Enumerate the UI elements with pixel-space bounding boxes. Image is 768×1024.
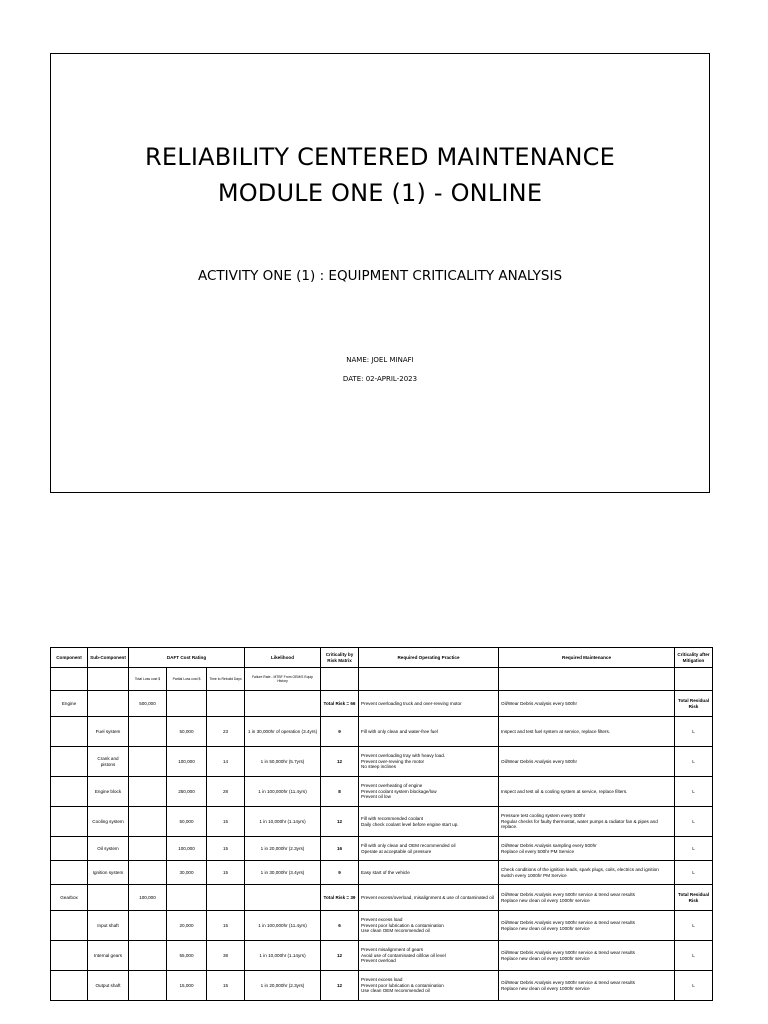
cell-sub-component: Internal gears bbox=[88, 941, 129, 971]
cell-rebuild-days: 15 bbox=[207, 837, 245, 861]
table-row bbox=[51, 747, 713, 777]
cell-criticality: 9 bbox=[321, 861, 359, 885]
table-row bbox=[51, 837, 713, 861]
cell-total-loss: 500,000 bbox=[129, 691, 167, 717]
cell-component bbox=[51, 747, 88, 777]
cell-maintenance: Oil/Wear Debris Analysis every 500hr service & trend wear results Replace new clean oil every 1000hr service bbox=[499, 885, 675, 911]
cell-likelihood: 1 in 20,000hr (2.3yrs) bbox=[245, 971, 321, 1001]
cell-maintenance: Pressure test cooling system every 500hr Regular checks for faulty thermostat, water pumps & radiator fan & pipes and replace. bbox=[499, 807, 675, 837]
cell-criticality: 8 bbox=[321, 777, 359, 807]
cell-partial-loss: 100,000 bbox=[167, 747, 207, 777]
subheader-row bbox=[51, 668, 713, 691]
cell-partial-loss: 30,000 bbox=[167, 861, 207, 885]
cell-sub-component: Fuel system bbox=[88, 717, 129, 747]
cell-rebuild-days: 15 bbox=[207, 971, 245, 1001]
cell-operating-practice: Fill with recommended coolant Daily check coolant level before engine start up. bbox=[359, 807, 499, 837]
header-after: Criticality after Mitigation bbox=[675, 648, 713, 668]
header-row bbox=[51, 648, 713, 668]
header-sub-component: Sub-Component bbox=[88, 648, 129, 668]
cell-sub-component: Oil system bbox=[88, 837, 129, 861]
header-maintenance: Required Maintenance bbox=[499, 648, 675, 668]
cell-likelihood: 1 in 100,000hr (11.4yrs) bbox=[245, 911, 321, 941]
header-practice: Required Operating Practice bbox=[359, 648, 499, 668]
cell-maintenance: Oil/Wear Debris Analysis every 500hr service & trend wear results Replace new clean oil every 1000hr service bbox=[499, 941, 675, 971]
cell-operating-practice: Prevent excess/overload, misalignment & use of contaminated oil bbox=[359, 885, 499, 911]
cell-component bbox=[51, 837, 88, 861]
cell-component: Engine bbox=[51, 691, 88, 717]
table-row bbox=[51, 911, 713, 941]
cell-total-loss bbox=[129, 747, 167, 777]
cell-total-loss bbox=[129, 911, 167, 941]
cell-criticality-after: L bbox=[675, 911, 713, 941]
cell-likelihood: 1 in 100,000hr (11.4yrs) bbox=[245, 777, 321, 807]
cell-criticality: 16 bbox=[321, 837, 359, 861]
table-row bbox=[51, 941, 713, 971]
cell-likelihood: 1 in 10,000hr (1.14yrs) bbox=[245, 941, 321, 971]
cell-partial-loss: 100,000 bbox=[167, 837, 207, 861]
cell-criticality-after: Total Residual Risk bbox=[675, 691, 713, 717]
cell-partial-loss: 250,000 bbox=[167, 777, 207, 807]
table-row bbox=[51, 971, 713, 1001]
cell-maintenance: Oil/Wear Debris Analysis every 500hr service & trend wear results Replace new clean oil every 1000hr service bbox=[499, 971, 675, 1001]
table-row bbox=[51, 717, 713, 747]
cell-sub-component: Output shaft bbox=[88, 971, 129, 1001]
header-criticality: Criticality by Risk Matrix bbox=[321, 648, 359, 668]
header-likelihood: Likelihood bbox=[245, 648, 321, 668]
cell-criticality-after: L bbox=[675, 777, 713, 807]
cell-likelihood: 1 in 50,000hr (5.7yrs) bbox=[245, 747, 321, 777]
cell-component bbox=[51, 777, 88, 807]
cell-component bbox=[51, 971, 88, 1001]
table-row bbox=[51, 885, 713, 911]
cell-criticality-after: L bbox=[675, 717, 713, 747]
cell-criticality-after: L bbox=[675, 941, 713, 971]
cell-criticality: 12 bbox=[321, 747, 359, 777]
cell-criticality: Total Risk = 39 bbox=[321, 885, 359, 911]
cell-maintenance: Inspect and test oil & cooling system at service, replace filters. bbox=[499, 777, 675, 807]
cell-sub-component: Input shaft bbox=[88, 911, 129, 941]
cell-maintenance: Oil/Wear Debris Analysis every 500hr bbox=[499, 691, 675, 717]
document-date: DATE: 02-APRIL-2023 bbox=[342, 375, 418, 383]
document-subtitle: MODULE ONE (1) - ONLINE bbox=[217, 179, 543, 207]
cell-operating-practice: Fill with only clean and water-free fuel bbox=[359, 717, 499, 747]
cell-total-loss bbox=[129, 717, 167, 747]
cell-sub-component bbox=[88, 885, 129, 911]
cell-total-loss bbox=[129, 807, 167, 837]
criticality-table bbox=[50, 647, 713, 1001]
subheader-total-loss: Total Loss cost $ bbox=[129, 668, 167, 691]
cell-component: Gearbox bbox=[51, 885, 88, 911]
cell-partial-loss: 55,000 bbox=[167, 941, 207, 971]
cell-likelihood bbox=[245, 885, 321, 911]
cell-criticality: 6 bbox=[321, 911, 359, 941]
cell-operating-practice: Easy start of the vehicle bbox=[359, 861, 499, 885]
cell-operating-practice: Prevent excess load Prevent poor lubrication & contamination Use clean OEM recommended oil bbox=[359, 911, 499, 941]
cell-partial-loss bbox=[167, 885, 207, 911]
cell-total-loss bbox=[129, 941, 167, 971]
table-row bbox=[51, 777, 713, 807]
cell-rebuild-days: 28 bbox=[207, 777, 245, 807]
table-row bbox=[51, 861, 713, 885]
cell-sub-component: Crank and pistons bbox=[88, 747, 129, 777]
activity-heading: ACTIVITY ONE (1) : EQUIPMENT CRITICALITY ANALYSIS bbox=[197, 268, 563, 284]
cell-criticality: 12 bbox=[321, 971, 359, 1001]
cell-likelihood: 1 in 10,000hr (1.14yrs) bbox=[245, 807, 321, 837]
table-row bbox=[51, 691, 713, 717]
cell-criticality-after: L bbox=[675, 861, 713, 885]
cell-criticality: 12 bbox=[321, 807, 359, 837]
cell-component bbox=[51, 911, 88, 941]
cell-operating-practice: Prevent overloading truck and over-revving motor bbox=[359, 691, 499, 717]
cell-maintenance: Check conditions of the ignition leads, spark plugs, coils, electrics and ignition switch every 1000hr PM Service bbox=[499, 861, 675, 885]
cell-likelihood: 1 in 30,000hr (3.4yrs) bbox=[245, 861, 321, 885]
cell-maintenance: Oil/Wear Debris Analysis every 500hr bbox=[499, 747, 675, 777]
cell-criticality-after: L bbox=[675, 971, 713, 1001]
subheader-rebuild: Time to Rebuild Days bbox=[207, 668, 245, 691]
header-component: Component bbox=[51, 648, 88, 668]
cell-likelihood bbox=[245, 691, 321, 717]
cell-rebuild-days: 14 bbox=[207, 747, 245, 777]
cell-rebuild-days: 23 bbox=[207, 717, 245, 747]
cell-operating-practice: Prevent overheating of engine Prevent coolant system blockage/low Prevent oil low bbox=[359, 777, 499, 807]
cell-criticality: Total Risk = 66 bbox=[321, 691, 359, 717]
cell-partial-loss: 15,000 bbox=[167, 971, 207, 1001]
cell-partial-loss: 20,000 bbox=[167, 911, 207, 941]
cell-rebuild-days bbox=[207, 691, 245, 717]
cell-likelihood: 1 in 20,000hr (2.3yrs) bbox=[245, 837, 321, 861]
cell-criticality-after: Total Residual Risk bbox=[675, 885, 713, 911]
cell-component bbox=[51, 807, 88, 837]
cell-operating-practice: Prevent misalignment of gears Avoid use of contaminated oil/low oil level Prevent overload bbox=[359, 941, 499, 971]
cell-total-loss bbox=[129, 861, 167, 885]
cell-rebuild-days: 15 bbox=[207, 861, 245, 885]
cell-maintenance: Oil/Wear Debris Analysis every 500hr service & trend wear results Replace new clean oil every 1000hr service bbox=[499, 911, 675, 941]
subheader-likelihood-note: Failure Rate - MTBF From OEM/S Equip History bbox=[245, 668, 321, 691]
cell-partial-loss: 50,000 bbox=[167, 807, 207, 837]
cell-partial-loss: 50,000 bbox=[167, 717, 207, 747]
cell-sub-component: Cooling system bbox=[88, 807, 129, 837]
document-title: RELIABILITY CENTERED MAINTENANCE bbox=[145, 143, 615, 171]
cell-criticality: 9 bbox=[321, 717, 359, 747]
cell-criticality-after: L bbox=[675, 747, 713, 777]
cell-sub-component: Engine block bbox=[88, 777, 129, 807]
cell-sub-component: Ignition system bbox=[88, 861, 129, 885]
cell-operating-practice: Prevent overloading tray with heavy load. Prevent over-revving the motor No steep inclines bbox=[359, 747, 499, 777]
cell-criticality-after: L bbox=[675, 807, 713, 837]
cell-total-loss bbox=[129, 777, 167, 807]
author-name: NAME: JOEL MINAFI bbox=[346, 356, 414, 364]
cell-criticality-after: L bbox=[675, 837, 713, 861]
cell-component bbox=[51, 861, 88, 885]
cell-maintenance: Inspect and test fuel system at service, replace filters. bbox=[499, 717, 675, 747]
table-row bbox=[51, 807, 713, 837]
cell-likelihood: 1 in 30,000hr of operation (3.4yrs) bbox=[245, 717, 321, 747]
cell-total-loss: 100,000 bbox=[129, 885, 167, 911]
cell-total-loss bbox=[129, 971, 167, 1001]
cell-criticality: 12 bbox=[321, 941, 359, 971]
cell-rebuild-days: 15 bbox=[207, 807, 245, 837]
cell-sub-component bbox=[88, 691, 129, 717]
cell-component bbox=[51, 941, 88, 971]
cell-total-loss bbox=[129, 837, 167, 861]
cell-rebuild-days: 38 bbox=[207, 941, 245, 971]
cell-operating-practice: Prevent excess load Prevent poor lubrication & contamination Use clean OEM recommended oil bbox=[359, 971, 499, 1001]
cell-rebuild-days: 15 bbox=[207, 911, 245, 941]
cell-component bbox=[51, 717, 88, 747]
cell-partial-loss bbox=[167, 691, 207, 717]
cover-page bbox=[50, 53, 710, 493]
cell-maintenance: Oil/Wear Debris Analysis sampling every 500hr Replace oil every 500hr PM Service bbox=[499, 837, 675, 861]
subheader-partial-loss: Partial Loss cost $ bbox=[167, 668, 207, 691]
header-daft: DAFT Cost Rating bbox=[129, 648, 245, 668]
cell-rebuild-days bbox=[207, 885, 245, 911]
cell-operating-practice: Fill with only clean and OEM recommended oil Operate at acceptable oil pressure bbox=[359, 837, 499, 861]
